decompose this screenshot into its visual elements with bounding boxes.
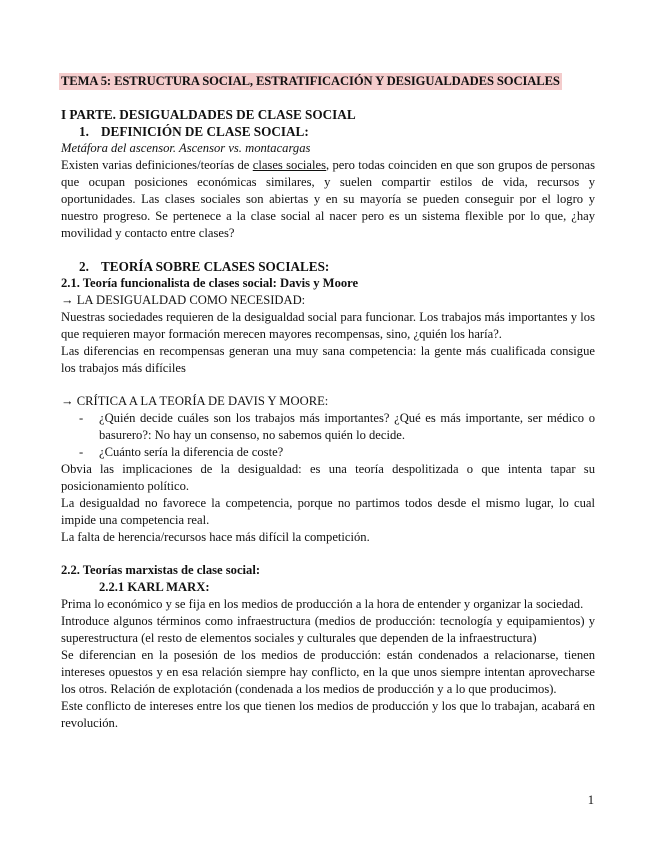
section-2-title: TEORÍA SOBRE CLASES SOCIALES: [101, 259, 330, 274]
list-item [61, 410, 595, 444]
critique-list [61, 410, 595, 461]
dash-bullet: - [79, 445, 84, 459]
document-title: TEMA 5: ESTRUCTURA SOCIAL, ESTRATIFICACIÓN Y DESIGUALDADES SOCIALES [61, 74, 560, 88]
section-2-heading [61, 258, 595, 275]
list-item [61, 444, 595, 461]
paragraph-4: La desigualdad no favorece la competencia, porque no partimos todos desde el mismo lugar, lo cual impide una competencia real. [61, 496, 595, 527]
part-heading: I PARTE. DESIGUALDADES DE CLASE SOCIAL [61, 107, 356, 122]
dash-bullet: - [79, 411, 84, 425]
page-number: 1 [587, 793, 594, 807]
paragraph-2: Las diferencias en recompensas generan una muy sana competencia: la gente más cualificada consigue los trabajos más difíciles [61, 344, 595, 375]
section-1-number: 1. [79, 124, 89, 139]
paragraph-3: Obvia las implicaciones de la desigualdad: es una teoría despolitizada o que intenta tapar su posicionamiento político. [61, 462, 595, 493]
section-1-subtitle: Metáfora del ascensor. Ascensor vs. montacargas [61, 141, 311, 155]
arrow-heading-critica: → CRÍTICA A LA TEORÍA DE DAVIS Y MOORE: [61, 394, 329, 408]
section-1-title: DEFINICIÓN DE CLASE SOCIAL: [101, 124, 309, 139]
section-2-number: 2. [79, 259, 89, 274]
marx-paragraph-3: Se diferencian en la posesión de los medios de producción: están condenados a relacionarse, tienen intereses opuestos y en esa relación siempre hay conflicto, en la que unos siempre intentan aprovecharse los otros. Relación de explotación (condenada a los medios de producción y a lo que producimos). [61, 648, 595, 696]
paragraph-5: La falta de herencia/recursos hace más difícil la competición. [61, 530, 370, 544]
arrow-heading-desigualdad: → LA DESIGUALDAD COMO NECESIDAD: [61, 293, 306, 307]
marx-paragraph-4: Este conflicto de intereses entre los que tienen los medios de producción y los que lo trabajan, acabará en revolución. [61, 699, 595, 730]
section-2-2-heading: 2.2. Teorías marxistas de clase social: [61, 563, 261, 577]
list-item-text: ¿Quién decide cuáles son los trabajos más importantes? ¿Qué es más importante, ser médico o basurero?: No hay un consenso, no sabemos quién lo decide. [99, 411, 595, 442]
marx-paragraph-2: Introduce algunos términos como infraestructura (medios de producción: tecnología y equipamientos) y superestructura (el resto de elementos sociales y culturales que dependen de la infraestructura) [61, 614, 595, 645]
list-item-text: ¿Cuánto sería la diferencia de coste? [99, 445, 284, 459]
clases-sociales-link[interactable]: clases sociales [252, 158, 327, 172]
marx-paragraph-1: Prima lo económico y se fija en los medios de producción a la hora de entender y organizar la sociedad. [61, 597, 584, 611]
section-1-heading [61, 123, 595, 140]
section-1-paragraph [61, 157, 595, 242]
section-2-2-1-heading: 2.2.1 KARL MARX: [99, 580, 210, 594]
paragraph-text: Existen varias definiciones/teorías de [61, 158, 253, 172]
section-2-1-heading: 2.1. Teoría funcionalista de clases social: Davis y Moore [61, 276, 359, 290]
paragraph-1: Nuestras sociedades requieren de la desigualdad social para funcionar. Los trabajos más importantes y los que requieren mayor formación merecen mayores recompensas, sino, ¿quién los haría?. [61, 310, 595, 341]
paragraph-text: , pero todas coinciden en que son grupos de personas que ocupan posiciones económicas similares, y suelen compartir estilos de vida, recursos y oportunidades. Las clases sociales son abiertas y en su mayoría se pueden conseguir por el logro y nuestro progreso. Se pertenece a la clase social al nacer pero es un sistema flexible por lo que, ¿hay movilidad y contacto entre clases? [61, 158, 595, 240]
document-page [61, 73, 595, 732]
